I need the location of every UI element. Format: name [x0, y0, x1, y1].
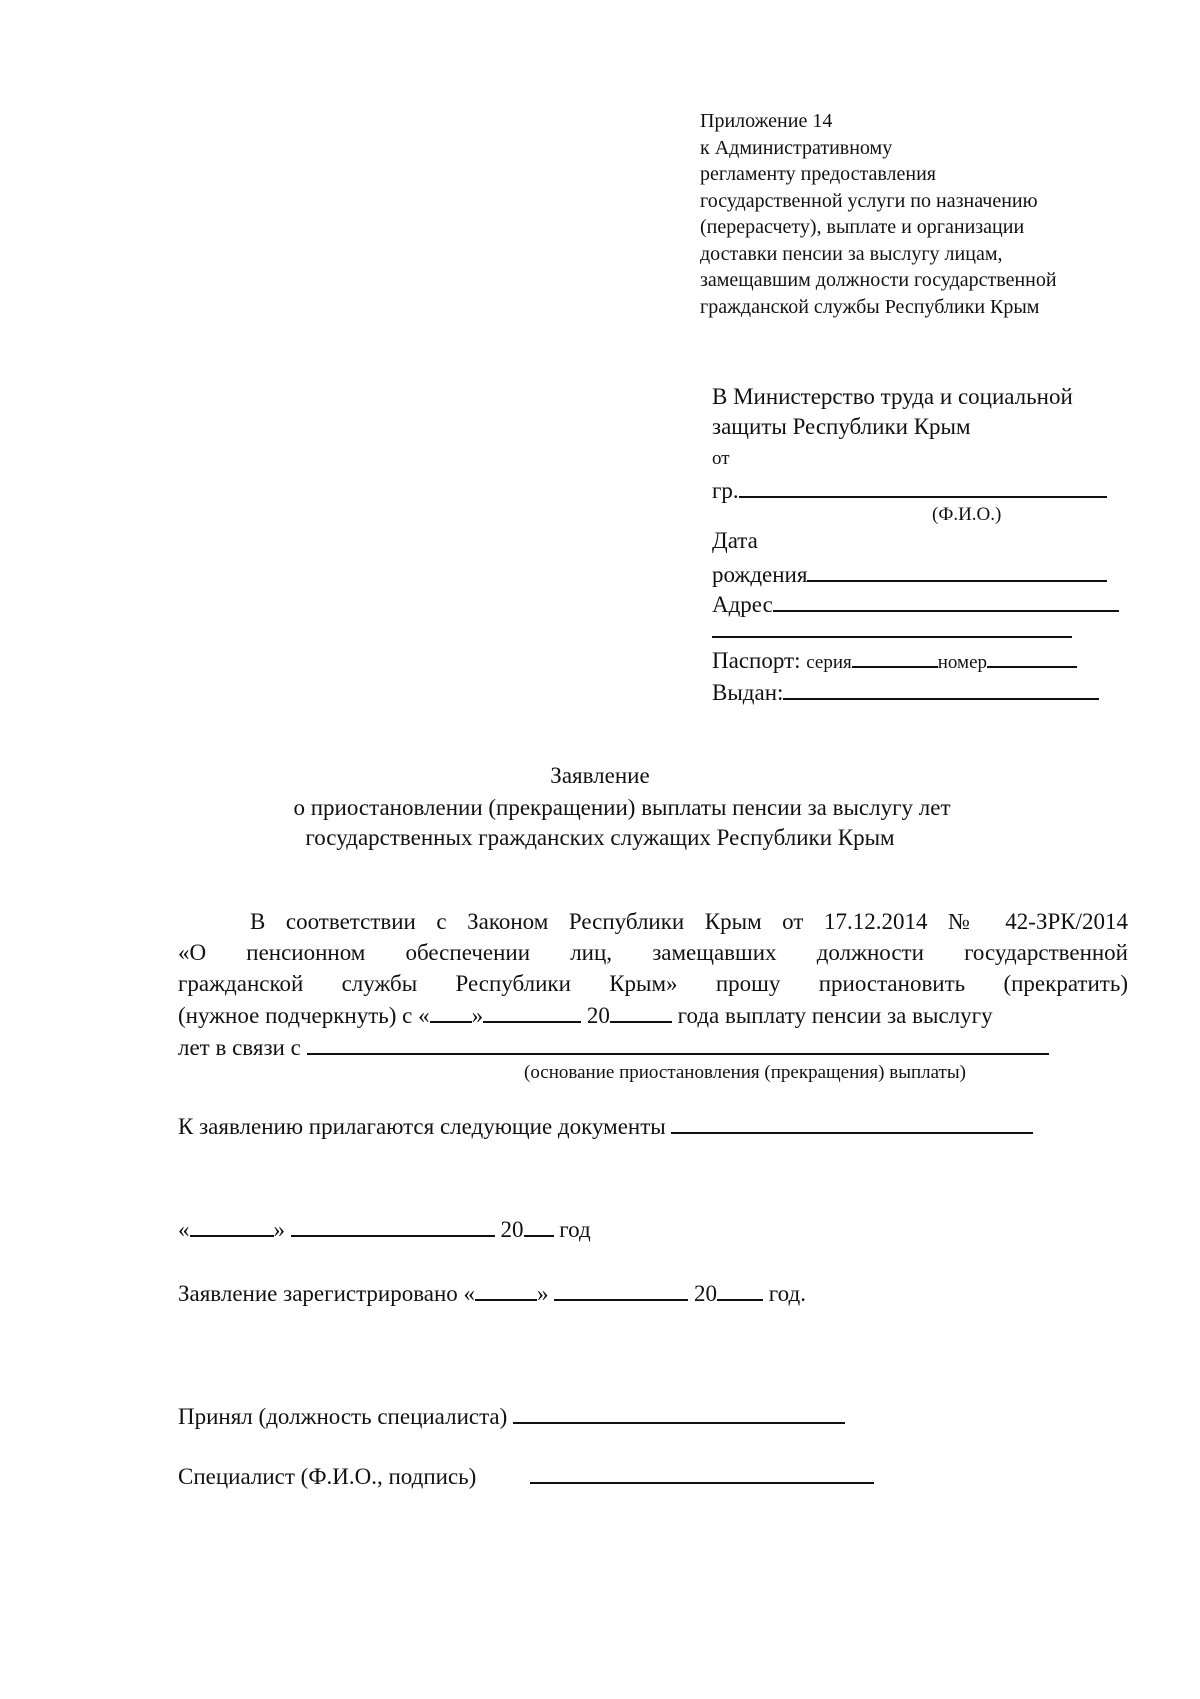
registered-year-prefix: 20 — [694, 1281, 718, 1306]
since-month-field[interactable] — [483, 999, 581, 1023]
citizen-row — [712, 474, 1107, 504]
date-close-quote: » — [273, 1217, 285, 1242]
application-date-row — [178, 1213, 591, 1243]
appendix-line: государственной услуги по назначению — [700, 189, 1038, 212]
body-line-4-end: года выплату пенсии за выслугу — [671, 1003, 993, 1028]
appendix-line: замещавшим должности государственной — [700, 269, 1057, 291]
date-month-field[interactable] — [291, 1213, 495, 1237]
appendix-line: Приложение 14 — [700, 110, 833, 132]
attachments-field[interactable] — [671, 1110, 1033, 1134]
specialist-label: Специалист (Ф.И.О., подпись) — [178, 1464, 477, 1489]
since-day-close: » — [471, 1003, 484, 1028]
since-year-field[interactable] — [610, 999, 672, 1023]
from-label: от — [712, 448, 730, 469]
attachments-row — [178, 1110, 1033, 1140]
number-field[interactable] — [987, 644, 1077, 668]
body-line-4 — [178, 999, 1128, 1031]
passport-label: Паспорт: — [712, 648, 801, 673]
registered-close-quote: » — [537, 1281, 549, 1306]
date-year-field[interactable] — [524, 1213, 554, 1237]
citizen-name-field[interactable] — [739, 474, 1107, 498]
accepted-row — [178, 1400, 845, 1430]
body-line-5 — [178, 1031, 1128, 1063]
statement-subtitle-1: о приостановлении (прекращении) выплаты пенсии за выслугу лет — [293, 795, 951, 820]
appendix-line: гражданской службы Республики Крым — [700, 295, 1040, 318]
dob-field[interactable] — [807, 558, 1107, 582]
appendix-header — [700, 108, 1057, 320]
reason-label: лет в связи с — [178, 1035, 301, 1060]
addressee-line-1: В Министерство труда и социальной — [712, 384, 1073, 409]
appendix-line: к Административному — [700, 136, 893, 159]
specialist-signature-field[interactable] — [530, 1460, 874, 1484]
series-field[interactable] — [852, 644, 938, 668]
issued-field[interactable] — [783, 676, 1099, 700]
addressee-line-2: защиты Республики Крым — [712, 414, 971, 439]
reason-caption: (основание приостановления (прекращения) выплаты) — [524, 1062, 966, 1083]
dob-row — [712, 558, 1107, 588]
accepted-label: Принял (должность специалиста) — [178, 1404, 508, 1429]
accepted-position-field[interactable] — [513, 1400, 845, 1424]
date-year-suffix: год — [559, 1217, 591, 1242]
address-field[interactable] — [773, 588, 1119, 612]
registered-month-field[interactable] — [554, 1277, 688, 1301]
appendix-line: доставки пенсии за выслугу лицам, — [700, 242, 1003, 265]
since-label: (нужное подчеркнуть) с « — [178, 1003, 430, 1028]
address-field-line-2[interactable] — [712, 614, 1072, 638]
number-label: номер — [937, 652, 988, 673]
series-label: серия — [806, 652, 852, 673]
date-day-field[interactable] — [190, 1213, 274, 1237]
body-line-2: «О пенсионном обеспечении лиц, замещавших должности государственной — [178, 940, 1128, 965]
body-line-1: В соответствии с Законом Республики Крым от 17.12.2014 № 42-ЗРК/2014 — [250, 909, 1128, 934]
body-line-3: гражданской службы Республики Крым» прошу приостановить (прекратить) — [178, 971, 1128, 996]
specialist-row — [178, 1460, 874, 1490]
issued-row — [712, 676, 1099, 706]
dob-label-1: Дата — [712, 528, 758, 553]
dob-label-2: рождения — [712, 562, 808, 587]
statement-subtitle-2: государственных гражданских служащих Республики Крым — [305, 825, 895, 850]
issued-label: Выдан: — [712, 680, 784, 705]
statement-title: Заявление — [550, 763, 650, 788]
fio-caption: (Ф.И.О.) — [932, 504, 1002, 525]
passport-row — [712, 644, 1077, 674]
since-day-field[interactable] — [430, 999, 472, 1023]
appendix-line: (перерасчету), выплате и организации — [700, 216, 1025, 238]
date-open-quote: « — [178, 1217, 190, 1242]
registered-year-suffix: год. — [768, 1281, 806, 1306]
attachments-label: К заявлению прилагаются следующие документы — [178, 1114, 666, 1139]
registered-year-field[interactable] — [717, 1277, 763, 1301]
address-label: Адрес — [712, 592, 773, 617]
statement-body — [178, 906, 1128, 1063]
registered-label: Заявление зарегистрировано « — [178, 1281, 476, 1306]
appendix-line: регламенту предоставления — [700, 163, 937, 185]
since-year-prefix: 20 — [581, 1003, 610, 1028]
reason-field[interactable] — [307, 1031, 1049, 1055]
registered-day-field[interactable] — [475, 1277, 537, 1301]
date-year-prefix: 20 — [500, 1217, 524, 1242]
registered-row — [178, 1277, 806, 1307]
citizen-label: гр. — [712, 478, 739, 503]
